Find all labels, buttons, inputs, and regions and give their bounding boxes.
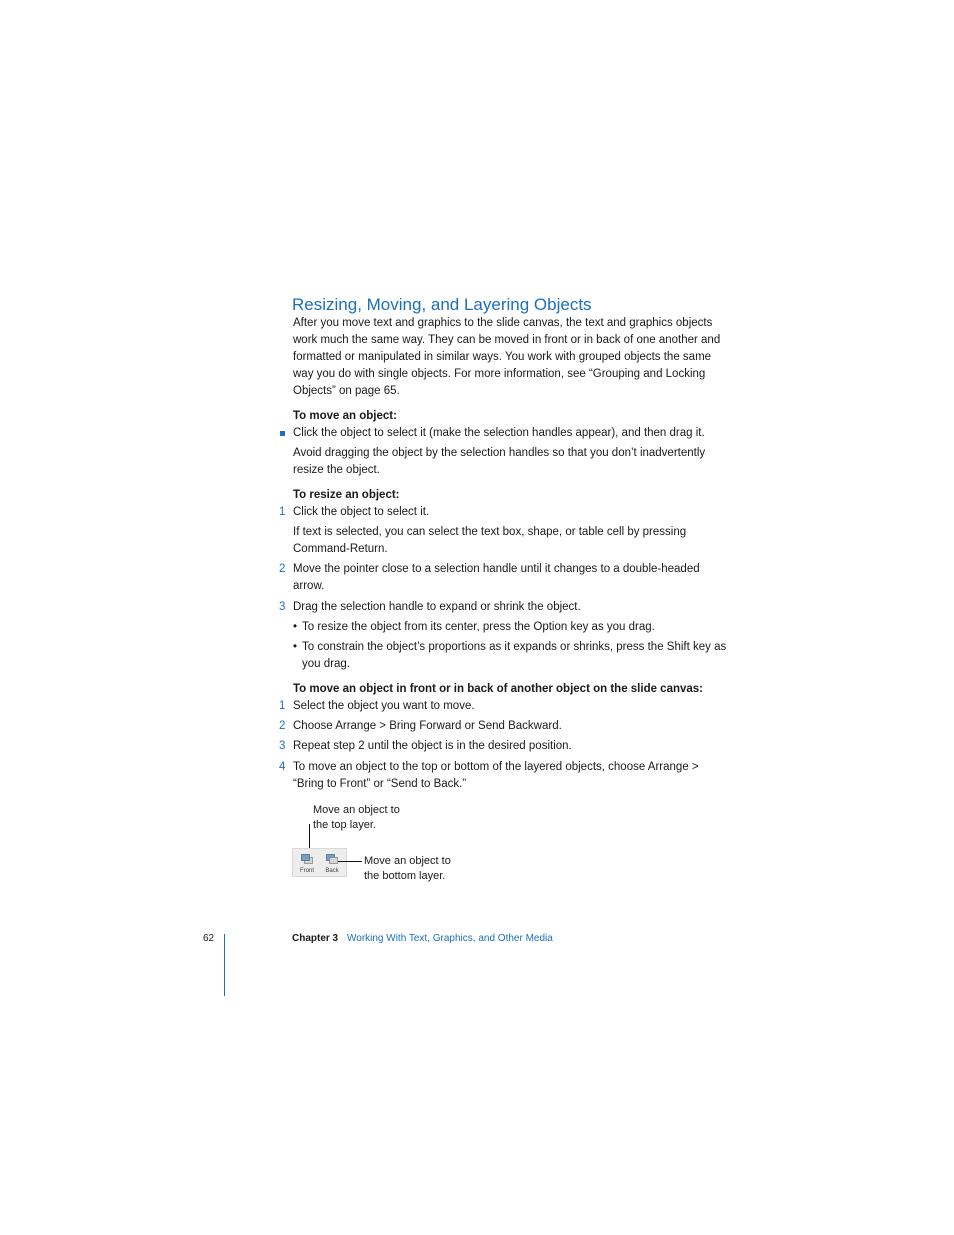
layer-task-label: To move an object in front or in back of another object on the slide canvas:	[293, 683, 704, 695]
move-note-line: resize the object.	[293, 464, 380, 476]
step-number: 1	[279, 506, 286, 518]
step-line: Repeat step 2 until the object is in the desired position.	[293, 740, 572, 752]
resize-subbullet-2	[302, 639, 732, 673]
move-bullet-line: Click the object to select it (make the selection handles appear), and then drag it.	[293, 427, 705, 439]
step-line: Select the object you want to move.	[293, 700, 475, 712]
intro-line: way you do with single objects. For more information, see “Grouping and Locking	[293, 368, 706, 380]
bullet-dot-icon: •	[293, 621, 298, 633]
layer-step-1	[293, 698, 733, 715]
subbullet-line: you drag.	[302, 658, 350, 670]
arrange-toolbar	[292, 848, 347, 877]
send-to-back-icon	[326, 854, 338, 864]
subbullet-line: To constrain the object’s proportions as it expands or shrinks, press the Shift key as	[302, 641, 727, 653]
move-note-line: Avoid dragging the object by the selection handles so that you don’t inadvertently	[293, 447, 706, 459]
step-line: Move the pointer close to a selection handle until it changes to a double-headed	[293, 563, 700, 575]
step-number: 2	[279, 563, 286, 575]
resize-task-label: To resize an object:	[293, 489, 400, 501]
step-number: 3	[279, 740, 286, 752]
back-button[interactable]	[320, 851, 344, 876]
move-note	[293, 445, 733, 479]
layer-step-4	[293, 759, 733, 793]
callout-leader-line	[338, 861, 362, 862]
layer-step-3	[293, 738, 733, 755]
front-button[interactable]	[295, 851, 319, 876]
callout-line: the top layer.	[313, 819, 376, 831]
resize-note-line: Command-Return.	[293, 543, 388, 555]
front-label: Front	[299, 868, 314, 874]
step-line: To move an object to the top or bottom of the layered objects, choose Arrange >	[293, 761, 699, 773]
subbullet-line: To resize the object from its center, press the Option key as you drag.	[302, 621, 655, 633]
square-bullet-icon	[280, 431, 285, 436]
step-number: 3	[279, 601, 286, 613]
step-line: Click the object to select it.	[293, 506, 430, 518]
callout-line: Move an object to	[364, 855, 451, 867]
resize-note	[293, 524, 733, 558]
bullet-dot-icon: •	[293, 641, 298, 653]
callout-right	[364, 854, 451, 884]
move-bullet-text	[293, 425, 733, 442]
resize-step-3	[293, 599, 733, 616]
step-line: “Bring to Front” or “Send to Back.”	[293, 778, 467, 790]
step-line: arrow.	[293, 580, 325, 592]
intro-line: formatted or manipulated in similar ways. You work with grouped objects the same	[293, 351, 712, 363]
layer-step-2	[293, 718, 733, 735]
intro-line: work much the same way. They can be moved in front or in back of one another and	[293, 334, 721, 346]
step-line: Drag the selection handle to expand or shrink the object.	[293, 601, 581, 613]
page-number: 62	[203, 933, 215, 944]
resize-note-line: If text is selected, you can select the text box, shape, or table cell by pressing	[293, 526, 687, 538]
section-heading: Resizing, Moving, and Layering Objects	[292, 295, 592, 314]
intro-line: Objects” on page 65.	[293, 385, 400, 397]
footer-rule	[224, 934, 225, 996]
resize-step-1	[293, 504, 733, 521]
step-line: Choose Arrange > Bring Forward or Send Backward.	[293, 720, 562, 732]
footer-chapter-title: Working With Text, Graphics, and Other Media	[347, 933, 553, 944]
back-label: Back	[325, 868, 339, 874]
callout-line: Move an object to	[313, 804, 400, 816]
step-number: 1	[279, 700, 286, 712]
step-number: 2	[279, 720, 286, 732]
callout-top	[313, 803, 400, 833]
bring-to-front-icon	[301, 854, 313, 864]
intro-line: After you move text and graphics to the slide canvas, the text and graphics objects	[293, 317, 713, 329]
resize-step-2	[293, 561, 733, 595]
callout-line: the bottom layer.	[364, 870, 446, 882]
intro-paragraph	[293, 315, 733, 400]
move-task-label: To move an object:	[293, 410, 397, 422]
resize-subbullet-1	[302, 619, 732, 636]
footer-chapter: Chapter 3	[292, 933, 339, 944]
step-number: 4	[279, 761, 286, 773]
